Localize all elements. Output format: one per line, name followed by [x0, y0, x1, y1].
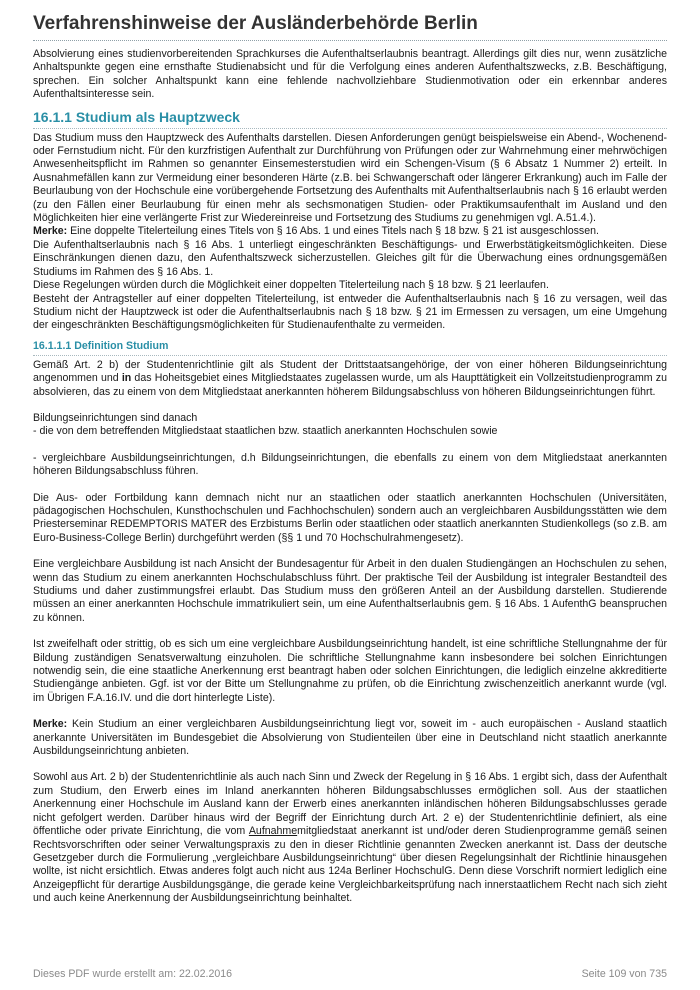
document-page [33, 12, 667, 906]
section-paragraph-1: Das Studium muss den Hauptzweck des Aufenthalts darstellen. Diesen Anforderungen genügt beispielsweise ein Abend-, Wochenend- oder Fernstudium nicht. Für den kurzfristigen Aufenthalt zur Durchführung von Prüfungen oder zur Wahrnehmung einer mehrwöchigen Anwesenheitspflicht im Rahmen so genannter Einsemesterstudien wird ein Schengen-Visum (§ 6 Absatz 1 Nummer 2) erteilt. In Ausnahmefällen kann zur Vermeidung einer besonderen Härte (z.B. bei Schwangerschaft oder längerer Erkrankung) auch im Falle der Beurlaubung von der Hochschule eine vorübergehende Fortsetzung des Aufenthalts mit Aufenthaltserlaubnis nach § 16 erlaubt werden (zu den Fällen einer Beurlaubung für einen mehr als sechsmonatigen Studien- oder Praktikumsaufenthalt im Ausland und den Möglichkeiten hier eine verlängerte Frist zur Wiedereinreise und Fortsetzung des Studiums zu genehmigen vgl. A.51.4.). [33, 131, 667, 225]
page-footer [33, 968, 667, 980]
section-paragraph-4: Besteht der Antragsteller auf einer doppelten Titelerteilung, ist entweder die Aufenthaltserlaubnis nach § 16 zu versagen, weil das Studium nicht der Hauptzweck ist oder die Aufenthaltserlaubnis nach § 18 bzw. § 21 im Ermessen zu versagen, um eine Umgehung der eingeschränkten Beschäftigungsmöglichkeiten für Studienaufenthalte zu vermeiden. [33, 292, 667, 332]
subsection-heading: 16.1.1.1 Definition Studium [33, 339, 667, 356]
subsection-paragraph-7 [33, 771, 667, 905]
section-paragraph-2: Die Aufenthaltserlaubnis nach § 16 Abs. 1 unterliegt eingeschränkten Beschäftigungs- und Erwerbstätigkeitsmöglichkeiten. Diese Einschränkungen dienen dazu, den Aufenthaltszweck sicherzustellen. Gleiches gilt für die Überwachung eines ordnungsgemäßen Studiums im Rahmen des § 16 Abs. 1. [33, 238, 667, 278]
text-run: Sowohl aus Art. 2 b) der Studentenrichtlinie als auch nach Sinn und Zweck der Regelung in § 16 Abs. 1 ergibt sich, dass der Aufenthalt zum Studium, den Erwerb eines im Inland anerkannten höheren Bildungsabschlusses ermöglichen soll. Aus der staatlichen Anerkennung einer Hochschule im Ausland kann der Erwerb eines anerkannten inländischen höheren Bildungsabschlusses gerade nicht gefolgert werden. Darüber hinaus wird der Begriff der Einrichtung durch Art. 2 e) der Studentenrichtlinie definiert, als eine öffentliche oder private Einrichtung, die vom [33, 771, 667, 838]
merke-text: Eine doppelte Titelerteilung eines Titels von § 16 Abs. 1 und eines Titels nach § 18 bzw. § 21 ist ausgeschlossen. [67, 225, 599, 238]
merke-note-1 [33, 225, 667, 238]
subsection-paragraph-1 [33, 359, 667, 399]
text-run-underlined: Aufnahme [248, 825, 298, 838]
subsection-paragraph-6: Ist zweifelhaft oder strittig, ob es sich um eine vergleichbare Ausbildungseinrichtung handelt, ist eine schriftliche Stellungnahme der für Bildung zuständigen Senatsverwaltung einzuholen. Die schriftliche Stellungnahme kann insbesondere bei solchen Einrichtungen notwendig sein, die eine staatliche Anerkennung erst beantragt haben oder solchen Einrichtungen, die lediglich einzelne akkreditierte Studiengänge anbieten. Ggf. ist vor der Bitte um Stellungnahme zu prüfen, ob die Einrichtung zwischenzeitlich anerkannt wurde (vgl. im Übrigen F.A.16.IV. und die dort hinterlegte Liste). [33, 638, 667, 704]
intro-paragraph: Absolvierung eines studienvorbereitenden Sprachkurses die Aufenthaltserlaubnis beantragt. Allerdings gilt dies nur, wenn zusätzliche Anhaltspunkte gegen eine ernsthafte Studienabsicht und für die Verfolgung eines anderen Aufenthaltszwecks, z.B. Beschäftigung, sprechen. Ein solcher Anhaltspunkt kann eine fehlende nachvollziehbare Studienmotivation oder ein erkennbar anderes Aufenthaltsinteresse sein. [33, 48, 667, 101]
subsection-list-item-1: - die von dem betreffenden Mitgliedstaat staatlichen bzw. staatlich anerkannten Hochschulen sowie [33, 425, 498, 438]
subsection-list-intro: Bildungseinrichtungen sind danach [33, 411, 198, 424]
footer-page-number: Seite 109 von 735 [581, 968, 667, 980]
footer-created-date: Dieses PDF wurde erstellt am: 22.02.2016 [33, 968, 233, 980]
merke-note-2 [33, 718, 667, 758]
section-heading: 16.1.1 Studium als Hauptzweck [33, 108, 667, 129]
merke-text: Kein Studium an einer vergleichbaren Ausbildungseinrichtung liegt vor, soweit im - auch europäischen - Ausland staatlich anerkannte Universitäten im Bundesgebiet die Absolvierung von Studienteilen über eine in Deutschland nicht staatlich anerkannte Ausbildungseinrichtung anbieten. [33, 718, 667, 758]
page-title: Verfahrenshinweise der Ausländerbehörde Berlin [33, 12, 667, 41]
text-run-bold: in [121, 372, 132, 385]
subsection-list-item-2: - vergleichbare Ausbildungseinrichtungen, d.h Bildungseinrichtungen, die ebenfalls zu einem von dem Mitgliedstaat anerkannten höheren Bildungsabschluss führen. [33, 451, 667, 478]
merke-label: Merke: [33, 718, 68, 731]
section-paragraph-3: Diese Regelungen würden durch die Möglichkeit einer doppelten Titelerteilung nach § 18 bzw. § 21 leerlaufen. [33, 279, 549, 292]
text-run: mitgliedstaat anerkannt ist und/oder deren Studienprogramme gemäß seinen Rechtsvorschriften oder seiner Verwaltungspraxis zu den in dieser Richtlinie genannten Zwecken anerkannt ist. Dass der deutsche Gesetzgeber durch die Formulierung „vergleichbare Ausbildungseinrichtung“ über diesen Regelungsinhalt der Richtlinie hinausgehen wollte, ist nicht ersichtlich. Etwas anderes folgt auch nicht aus 124a Berliner HochschulG. Denn diese Vorschrift normiert lediglich eine Anzeigepflicht für derartige Ausbildungsgänge, die gerade keine Vergleichbarkeitsprüfung nach innerstaatlichem Recht nach sich zieht und auch keine Anerkennung der Ausbildungseinrichtung beinhaltet. [33, 825, 667, 905]
text-run: das Hoheitsgebiet eines Mitgliedstaates zugelassen wurde, um als Haupttätigkeit ein Vollzeitstudienprogramm zu absolvieren, das zu einem von dem Mitgliedstaat anerkannten höherem Bildungsabschluss von höheren Bildungseinrichtungen führt. [33, 372, 667, 398]
text-run: Gemäß Art. 2 b) der Studentenrichtlinie gilt als Student der Drittstaatsangehörige, der von einer höheren Bildungseinrichtung angenommen und [33, 358, 667, 385]
subsection-paragraph-4: Die Aus- oder Fortbildung kann demnach nicht nur an staatlichen oder staatlich anerkannten Hochschulen (Universitäten, pädagogischen Hochschulen, Kunsthochschulen und Fachhochschulen) sondern auch an vergleichbaren Ausbildungsstätten wie dem Priesterseminar REDEMPTORIS MATER des Erzbistums Berlin oder staatlichen oder staatlich anerkannten Studienkollegs (so z.B. am Euro-Business-College Berlin) durchgeführt werden (§§ 1 und 70 Hochschulrahmengesetz). [33, 491, 667, 544]
merke-label: Merke: [33, 225, 68, 238]
subsection-paragraph-5: Eine vergleichbare Ausbildung ist nach Ansicht der Bundesagentur für Arbeit in den dualen Studiengängen an Hochschulen zu sehen, wenn das Studium zu einem anerkannten Hochschulabschluss führt. Der praktische Teil der Ausbildung ist integraler Bestandteil des Studiums und daher zustimmungsfrei erlaubt. Das Studium muss den größeren Anteil an der Ausbildung darstellen. Studierende müssen an einer anerkannten Hochschule immatrikuliert sein, um eine Aufenthaltserlaubnis gem. § 16 Abs. 1 AufenthG beanspruchen zu können. [33, 558, 667, 624]
